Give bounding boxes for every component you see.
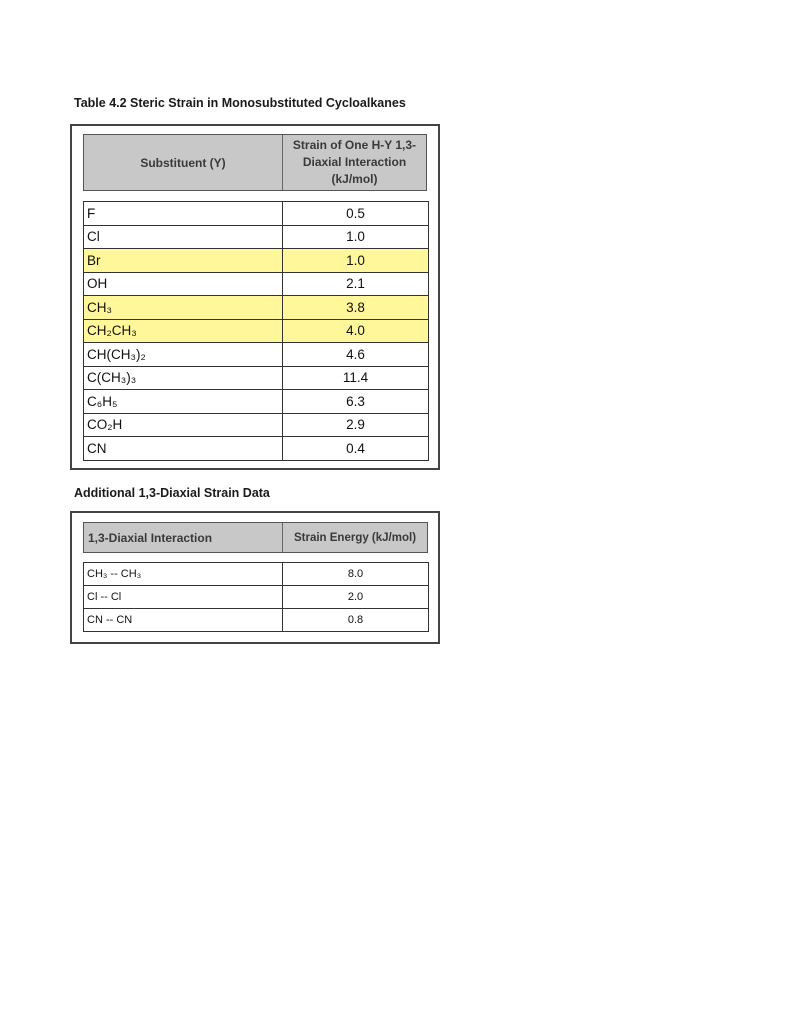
energy-value-cell: 0.8	[283, 609, 429, 632]
substituent-cell: CN	[84, 437, 283, 461]
table1-frame	[70, 124, 440, 470]
table2-header	[83, 522, 428, 553]
substituent-cell: CH₃	[84, 296, 283, 320]
strain-value-cell: 0.4	[283, 437, 429, 461]
strain-value-cell: 1.0	[283, 225, 429, 249]
table-row	[84, 609, 429, 632]
substituent-cell: Br	[84, 249, 283, 273]
strain-value-cell: 6.3	[283, 390, 429, 414]
substituent-cell: C₆H₅	[84, 390, 283, 414]
interaction-cell: Cl -- Cl	[84, 586, 283, 609]
interaction-cell: CH₃ -- CH₃	[84, 563, 283, 586]
strain-value-cell: 1.0	[283, 249, 429, 273]
energy-value-cell: 2.0	[283, 586, 429, 609]
substituent-cell: OH	[84, 272, 283, 296]
table-row	[84, 390, 429, 414]
strain-value-cell: 2.9	[283, 413, 429, 437]
substituent-cell: Cl	[84, 225, 283, 249]
header-strain: Strain of One H-Y 1,3-Diaxial Interaction (kJ/mol)	[292, 138, 417, 186]
energy-value-cell: 8.0	[283, 563, 429, 586]
table-row	[84, 225, 429, 249]
table1-title: Table 4.2 Steric Strain in Monosubstituted Cycloalkanes	[74, 96, 406, 110]
strain-value-cell: 3.8	[283, 296, 429, 320]
strain-value-cell: 2.1	[283, 272, 429, 296]
interaction-cell: CN -- CN	[84, 609, 283, 632]
header-substituent: Substituent (Y)	[84, 135, 283, 190]
table-row	[84, 343, 429, 367]
table2-title: Additional 1,3-Diaxial Strain Data	[74, 486, 270, 500]
substituent-cell: C(CH₃)₃	[84, 366, 283, 390]
strain-value-cell: 4.6	[283, 343, 429, 367]
substituent-cell: CO₂H	[84, 413, 283, 437]
table-row	[84, 296, 429, 320]
table2-body	[83, 562, 429, 632]
strain-value-cell: 0.5	[283, 202, 429, 226]
table-row	[84, 272, 429, 296]
header-interaction: 1,3-Diaxial Interaction	[84, 523, 283, 552]
table-row	[84, 202, 429, 226]
table2-frame	[70, 511, 440, 644]
substituent-cell: CH₂CH₃	[84, 319, 283, 343]
table-row	[84, 563, 429, 586]
strain-value-cell: 4.0	[283, 319, 429, 343]
substituent-cell: CH(CH₃)₂	[84, 343, 283, 367]
table-row	[84, 586, 429, 609]
header-energy: Strain Energy (kJ/mol)	[293, 531, 417, 544]
strain-value-cell: 11.4	[283, 366, 429, 390]
table1-header	[83, 134, 427, 191]
table-row	[84, 319, 429, 343]
table-row	[84, 249, 429, 273]
substituent-cell: F	[84, 202, 283, 226]
table-row	[84, 366, 429, 390]
table-row	[84, 437, 429, 461]
table-row	[84, 413, 429, 437]
table1-body	[83, 201, 429, 461]
